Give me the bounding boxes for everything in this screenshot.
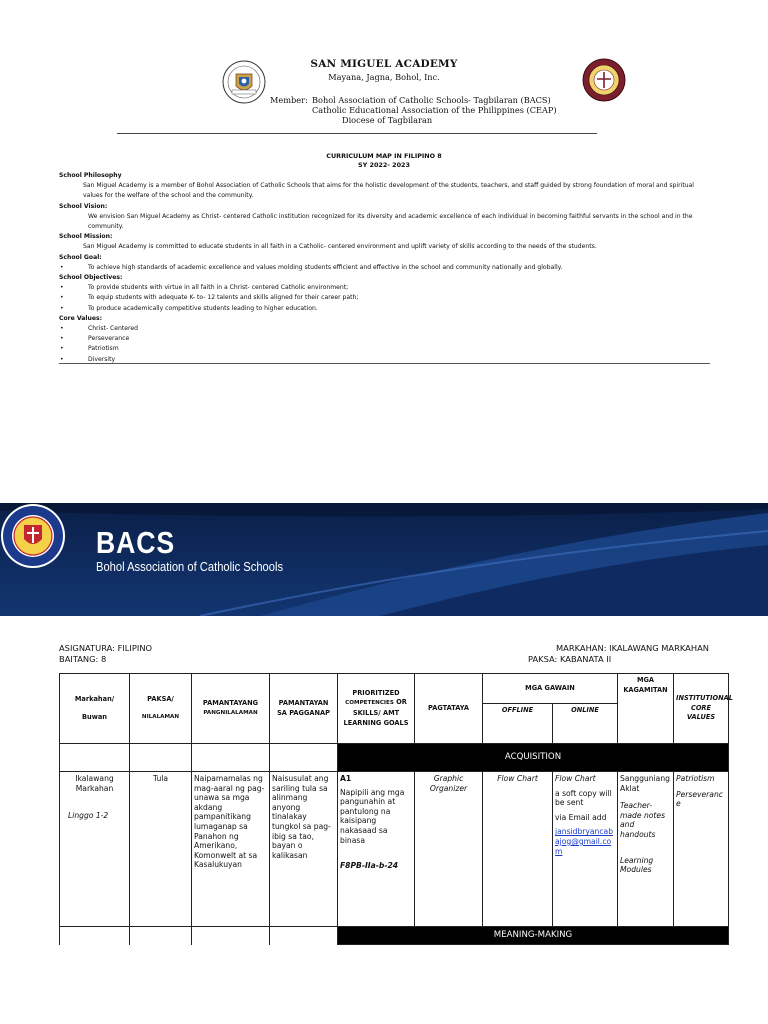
document-title <box>0 152 768 170</box>
core-value-item: • Christ- Centered <box>59 324 711 334</box>
quarter-label: MARKAHAN: IKALAWANG MARKAHAN <box>556 643 709 653</box>
objective-item: • To equip students with adequate K- to- 12 talents and skills aligned for their career path; <box>59 293 711 303</box>
bacs-seal <box>0 503 66 569</box>
philosophy-heading: School Philosophy <box>59 172 122 179</box>
objectives-heading: School Objectives: <box>59 274 123 282</box>
bacs-banner <box>0 503 768 616</box>
membership-item: Diocese of Tagbilaran <box>342 115 433 126</box>
acquisition-label: ACQUISITION <box>338 744 729 772</box>
topic-label: PAKSA: KABANATA II <box>528 654 612 664</box>
membership-item: Catholic Educational Association of the Philippines (CEAP) <box>312 105 557 116</box>
page-one <box>0 0 768 503</box>
vision-heading: School Vision: <box>59 202 108 210</box>
meaning-making-label: MEANING-MAKING <box>338 927 729 945</box>
header-divider <box>117 133 597 134</box>
page-two <box>0 503 768 1024</box>
grade-label: BAITANG: 8 <box>59 654 107 664</box>
mission-heading: School Mission: <box>59 233 113 241</box>
goal-item: • To achieve high standards of academic excellence and values molding students efficient and effective in the school and community nationally and globally. <box>59 263 711 273</box>
ceap-seal <box>582 58 626 102</box>
goal-heading: School Goal: <box>59 253 102 261</box>
header-pamantayang: PAMANTAYANG PANGNILALAMAN <box>192 674 270 744</box>
school-profile <box>59 171 711 365</box>
email-link[interactable]: jansidbryancabajog@gmail.com <box>555 827 614 856</box>
table-row <box>60 772 729 927</box>
core-value-item: • Patriotism <box>59 344 711 354</box>
cell-core-values: Patriotism Perseverance <box>674 772 729 927</box>
header-online: ONLINE <box>553 704 618 744</box>
philosophy-text: San Miguel Academy is a member of Bohol Association of Catholic Schools that aims for the holistic development of the students, teachers, and staff guided by strong foundation of moral and spiritual values for the welfare of the school and the community. <box>83 182 694 200</box>
curriculum-map-table <box>59 673 733 945</box>
cell-pamantayang: Naipamamalas ng mag-aaral ng pag-unawa sa mga akdang pampanitikang lumaganap sa Panahon ng Amerikano, Komonwelt at sa Kasalukuyan <box>192 772 270 927</box>
table-header-row <box>60 674 729 704</box>
header-paksa: PAKSA/ NILALAMAN <box>130 674 192 744</box>
header-competencies: PRIORITIZED COMPETENCIES OR SKILLS/ AMT LEARNING GOALS <box>338 674 415 744</box>
header-pamantayan: PAMANTAYAN SA PAGGANAP <box>270 674 338 744</box>
section-divider <box>59 363 710 364</box>
school-address: Mayana, Jagna, Bohol, Inc. <box>328 72 440 82</box>
objective-item: • To provide students with virtue in all faith in a Christ- centered Catholic environment; <box>59 283 711 293</box>
header-markahan: Markahan/ Buwan <box>60 674 130 744</box>
membership-list <box>312 95 557 126</box>
subject-label: ASIGNATURA: FILIPINO <box>59 643 153 653</box>
member-label: Member: <box>270 95 308 105</box>
banner-subtitle: Bohol Association of Catholic Schools <box>96 559 284 574</box>
cell-pagganap: Naisusulat ang sariling tula sa alinmang anyong tinalakay tungkol sa pag-ibig sa tao, bayan o kalikasan <box>270 772 338 927</box>
header-pagtataya: PAGTATAYA <box>415 674 483 744</box>
membership-item: Bohol Association of Catholic Schools- Tagbilaran (BACS) <box>312 95 551 105</box>
school-name: SAN MIGUEL ACADEMY <box>310 58 458 70</box>
curriculum-map-title: CURRICULUM MAP IN FILIPINO 8 <box>326 152 442 160</box>
core-value-item: • Diversity <box>59 355 711 365</box>
core-value-item: • Perseverance <box>59 334 711 344</box>
cell-offline: Flow Chart <box>483 772 553 927</box>
cell-online: Flow Chart a soft copy will be sent via Email add jansidbryancabajog@gmail.com <box>553 772 618 927</box>
cell-kagamitan: Sangguniang Aklat Teacher-made notes and handouts Learning Modules <box>618 772 674 927</box>
cell-competency: A1 Napipili ang mga pangunahin at pantulong na kaisipang nakasaad sa binasa F8PB-IIa-b-24 <box>338 772 415 927</box>
core-values-heading: Core Values: <box>59 314 103 322</box>
header-kagamitan: MGA KAGAMITAN <box>618 674 674 744</box>
banner-title: BACS <box>96 525 175 560</box>
vision-text: We envision San Miguel Academy as Christ- centered Catholic institution recognized for its diversity and academic excellence of each individual in becoming faithful servants in the school and in the community. <box>88 212 693 231</box>
cell-pagtataya: Graphic Organizer <box>415 772 483 927</box>
cell-markahan: Ikalawang Markahan Linggo 1-2 <box>60 772 130 927</box>
header-mga-gawain: MGA GAWAIN <box>483 674 618 704</box>
objective-item: • To produce academically competitive students leading to higher education. <box>59 304 711 314</box>
acquisition-row <box>60 744 729 772</box>
header-offline: OFFLINE <box>483 704 553 744</box>
header-core-values: INSTITUTIONAL CORE VALUES <box>674 674 729 744</box>
cell-paksa: Tula <box>130 772 192 927</box>
mission-text: San Miguel Academy is committed to educate students in all faith in a Catholic- centered environment and uplift variety of skills according to the needs of the students. <box>83 243 597 251</box>
school-year: SY 2022- 2023 <box>358 161 410 169</box>
meaning-making-row <box>60 927 729 945</box>
